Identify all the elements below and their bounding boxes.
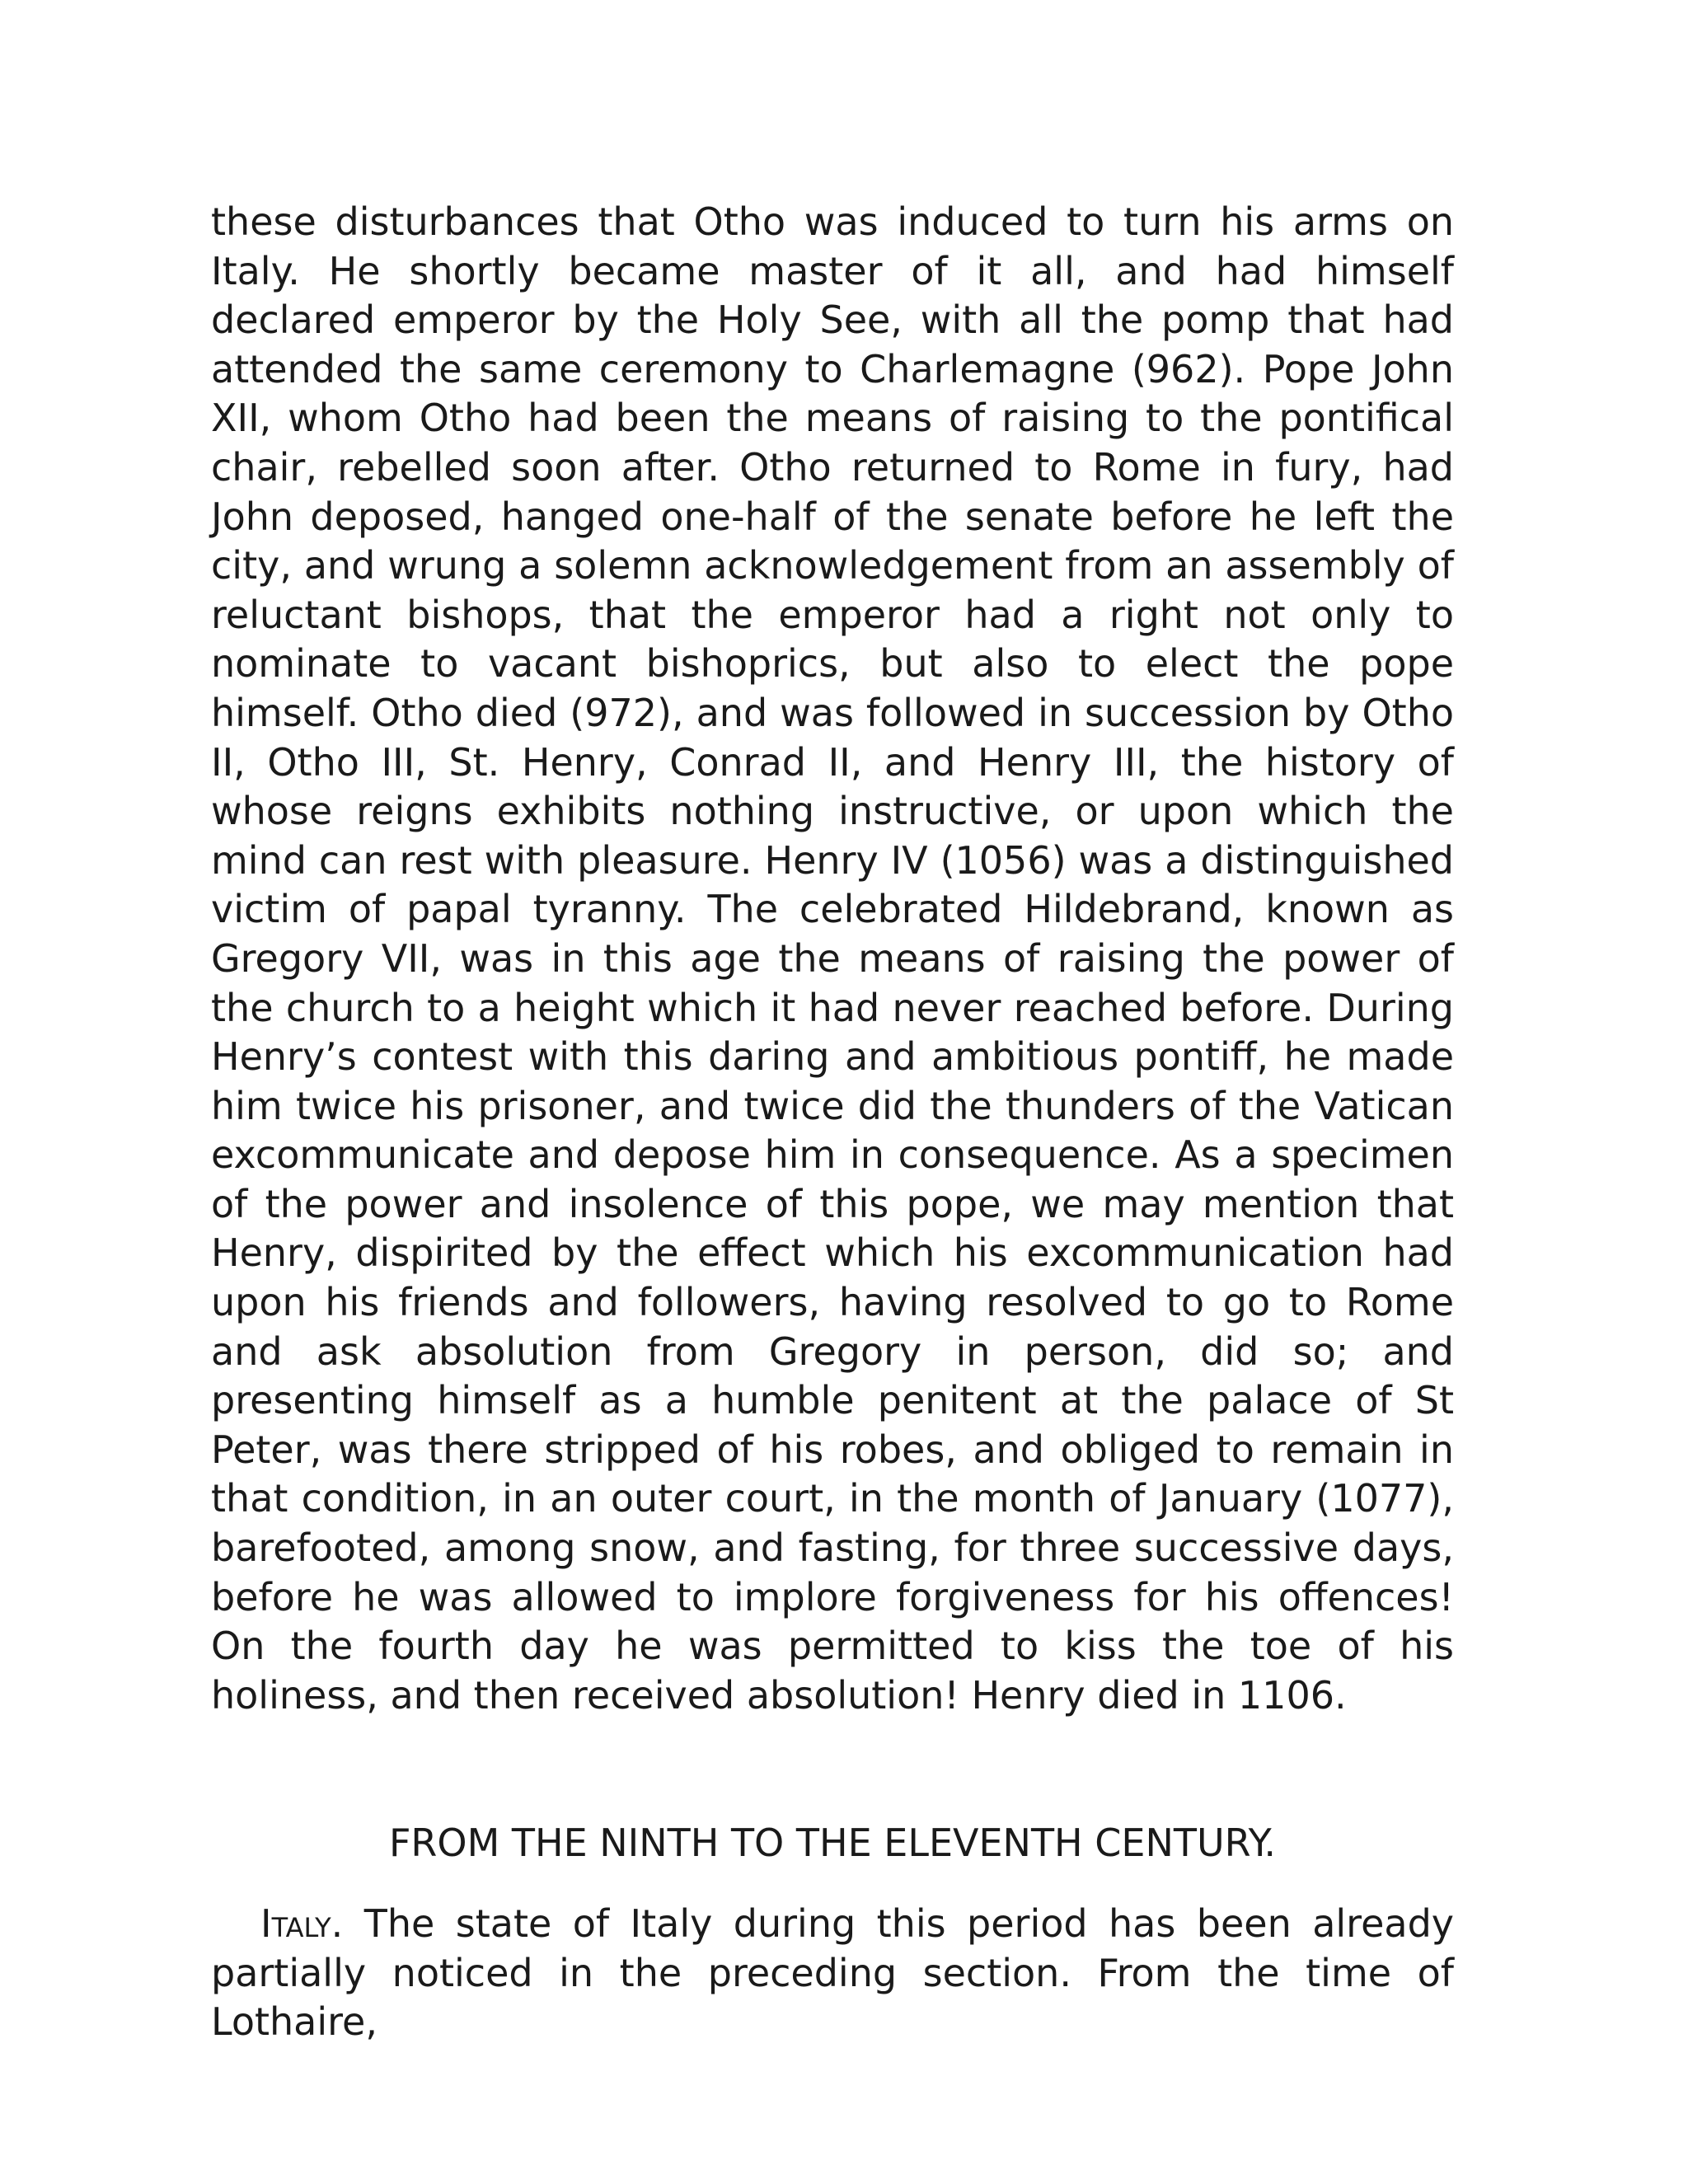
section-paragraph [211, 1900, 1454, 2047]
section-paragraph-text: . The state of Italy during this period has been already partially noticed in the preceding section. From the time of Lothaire, [211, 1901, 1454, 2045]
section-heading: FROM THE NINTH TO THE ELEVENTH CENTURY. [388, 1821, 1277, 1866]
section-lead-word: Italy [260, 1901, 331, 1946]
document-page [211, 198, 1454, 2047]
body-paragraph: these disturbances that Otho was induced to turn his arms on Italy. He shortly became master of it all, and had himself declared emperor by the Holy See, with all the pomp that had attended the same ceremony to Charlemagne (962). Pope John XII, whom Otho had been the means of raising to the pontifical chair, rebelled soon after. Otho returned to Rome in fury, had John deposed, hanged one-half of the senate before he left the city, and wrung a solemn acknowledgement from an assembly of reluctant bishops, that the emperor had a right not only to nominate to vacant bishoprics, but also to elect the pope himself. Otho died (972), and was followed in succession by Otho II, Otho III, St. Henry, Conrad II, and Henry III, the history of whose reigns exhibits nothing instructive, or upon which the mind can rest with pleasure. Henry IV (1056) was a distinguished victim of papal tyranny. The celebrated Hildebrand, known as Gregory VII, was in this age the means of raising the power of the church to a height which it had never reached before. During Henry’s contest with this daring and ambitious pontiff, he made him twice his prisoner, and twice did the thunders of the Vatican excommunicate and depose him in consequence. As a specimen of the power and insolence of this pope, we may mention that Henry, dispirited by the effect which his excommunication had upon his friends and followers, having resolved to go to Rome and ask absolution from Gregory in person, did so; and presenting himself as a humble penitent at the palace of St Peter, was there stripped of his robes, and obliged to remain in that condition, in an outer court, in the month of January (1077), barefooted, among snow, and fasting, for three successive days, before he was allowed to implore forgiveness for his offences! On the fourth day he was permitted to kiss the toe of his holiness, and then received absolution! Henry died in 1106. [211, 199, 1454, 1718]
